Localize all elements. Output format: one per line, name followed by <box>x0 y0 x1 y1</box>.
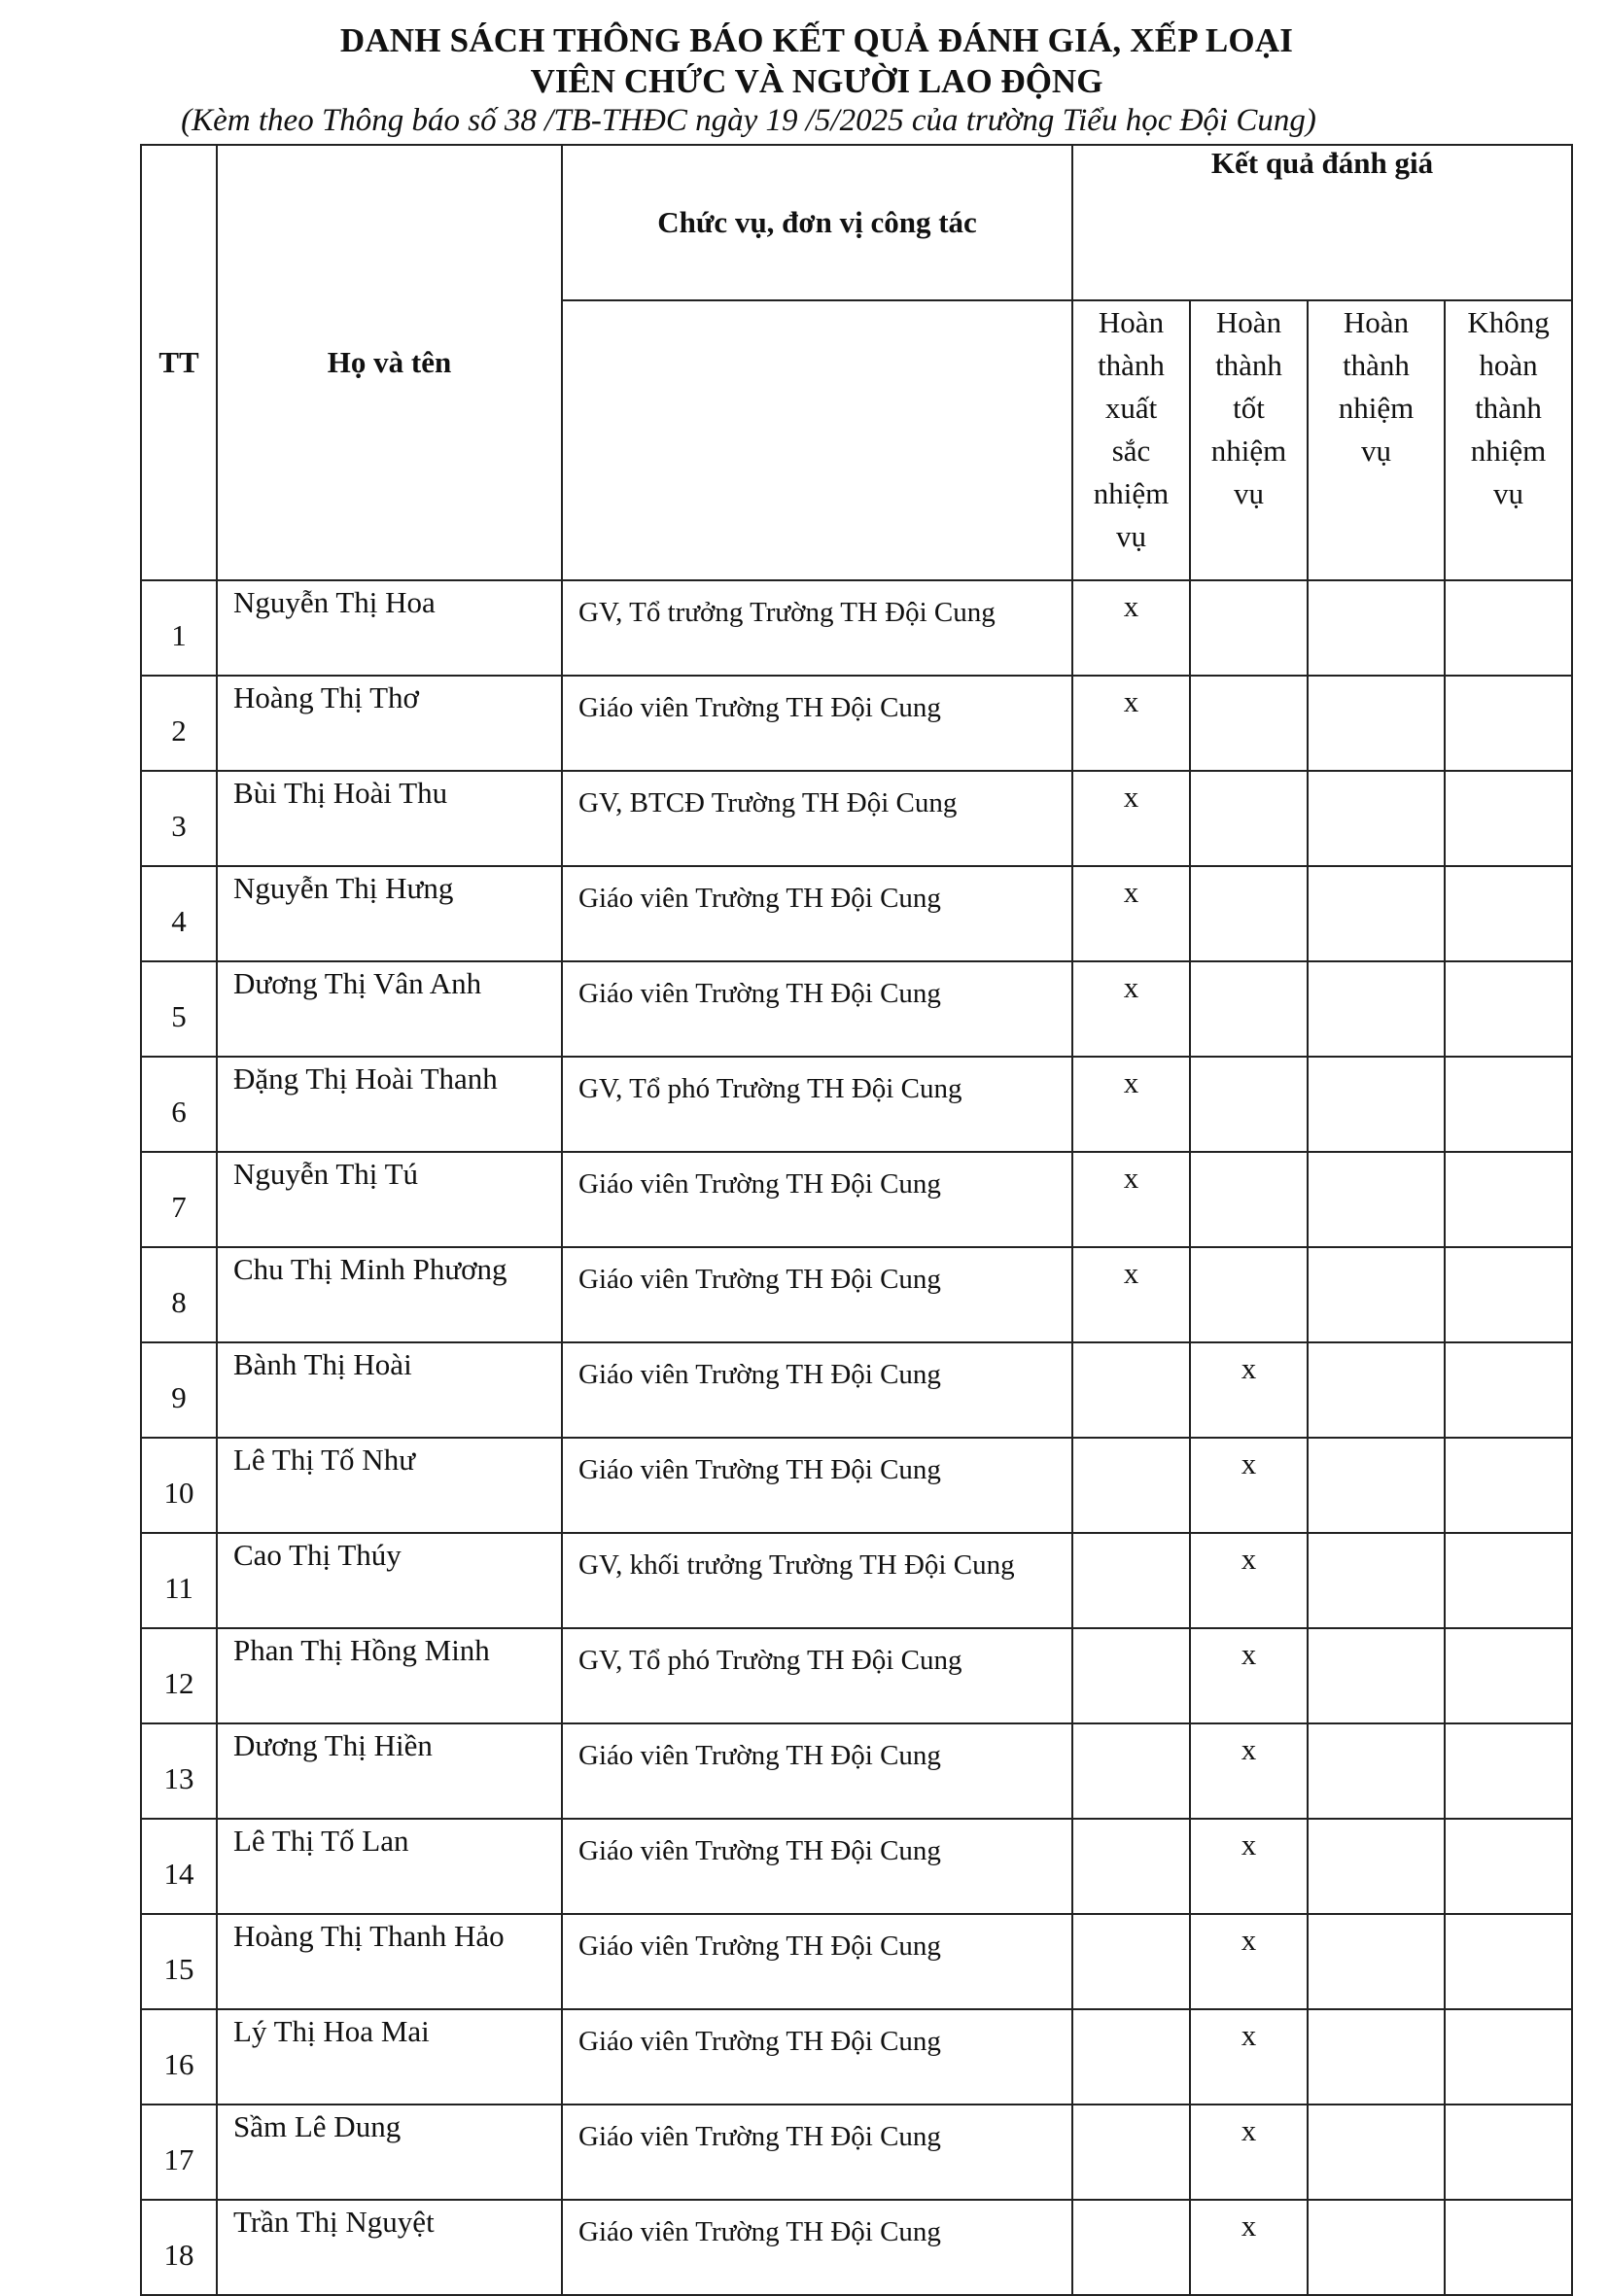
rating-cell <box>1445 2105 1572 2200</box>
employee-position: Giáo viên Trường TH Đội Cung <box>562 2009 1072 2105</box>
rating-cell <box>1190 1819 1308 1914</box>
employee-position: Giáo viên Trường TH Đội Cung <box>562 2105 1072 2200</box>
table-row <box>141 961 1572 1057</box>
employee-name: Lê Thị Tố Lan <box>217 1819 562 1914</box>
rating-cell <box>1190 580 1308 676</box>
employee-name: Trần Thị Nguyệt <box>217 2200 562 2295</box>
employee-position: Giáo viên Trường TH Đội Cung <box>562 676 1072 771</box>
rating-cell <box>1072 1819 1190 1914</box>
rating-cell <box>1308 1914 1445 2009</box>
column-header-good: Hoàn thành tốt nhiệm vụ <box>1190 300 1308 580</box>
rating-cell <box>1190 2105 1308 2200</box>
employee-name: Bành Thị Hoài <box>217 1342 562 1438</box>
table-row <box>141 1342 1572 1438</box>
row-number: 3 <box>141 771 217 866</box>
column-header-result: Kết quả đánh giá <box>1072 145 1572 300</box>
document-title-line-2: VIÊN CHỨC VÀ NGƯỜI LAO ĐỘNG <box>530 62 1103 100</box>
employee-position: Giáo viên Trường TH Đội Cung <box>562 866 1072 961</box>
row-number: 9 <box>141 1342 217 1438</box>
table-row <box>141 580 1572 676</box>
rating-cell <box>1308 1723 1445 1819</box>
row-number: 8 <box>141 1247 217 1342</box>
rating-mark: x <box>1123 970 1139 1004</box>
rating-cell <box>1308 1533 1445 1628</box>
table-row <box>141 1057 1572 1152</box>
employee-position: Giáo viên Trường TH Đội Cung <box>562 1152 1072 1247</box>
employee-position: GV, BTCĐ Trường TH Đội Cung <box>562 771 1072 866</box>
column-header-not-completed: Không hoàn thành nhiệm vụ <box>1445 300 1572 580</box>
rating-cell <box>1190 1533 1308 1628</box>
rating-cell <box>1072 580 1190 676</box>
rating-cell <box>1445 676 1572 771</box>
employee-name: Lê Thị Tố Như <box>217 1438 562 1533</box>
table-row <box>141 1723 1572 1819</box>
employee-name: Sầm Lê Dung <box>217 2105 562 2200</box>
rating-cell <box>1308 1342 1445 1438</box>
table-row <box>141 1914 1572 2009</box>
column-header-position-blank <box>562 300 1072 580</box>
row-number: 7 <box>141 1152 217 1247</box>
rating-cell <box>1445 961 1572 1057</box>
table-row <box>141 1533 1572 1628</box>
rating-cell <box>1190 771 1308 866</box>
table-row <box>141 1247 1572 1342</box>
table-row <box>141 1819 1572 1914</box>
rating-cell <box>1445 2009 1572 2105</box>
employee-name: Nguyễn Thị Hoa <box>217 580 562 676</box>
employee-position: GV, Tổ phó Trường TH Đội Cung <box>562 1628 1072 1723</box>
rating-mark: x <box>1123 1065 1139 1099</box>
rating-cell <box>1308 1819 1445 1914</box>
rating-cell <box>1445 1914 1572 2009</box>
column-header-position: Chức vụ, đơn vị công tác <box>562 145 1072 300</box>
rating-cell <box>1445 1628 1572 1723</box>
rating-mark: x <box>1123 875 1139 909</box>
rating-cell <box>1308 676 1445 771</box>
rating-mark: x <box>1123 1161 1139 1195</box>
rating-cell <box>1072 961 1190 1057</box>
rating-cell <box>1308 1057 1445 1152</box>
employee-position: Giáo viên Trường TH Đội Cung <box>562 1342 1072 1438</box>
rating-cell <box>1190 866 1308 961</box>
rating-cell <box>1445 1247 1572 1342</box>
employee-name: Đặng Thị Hoài Thanh <box>217 1057 562 1152</box>
employee-name: Phan Thị Hồng Minh <box>217 1628 562 1723</box>
employee-position: Giáo viên Trường TH Đội Cung <box>562 2200 1072 2295</box>
rating-cell <box>1445 1342 1572 1438</box>
rating-mark: x <box>1241 1923 1257 1957</box>
rating-cell <box>1072 1628 1190 1723</box>
rating-mark: x <box>1241 1351 1257 1385</box>
rating-mark: x <box>1241 1732 1257 1766</box>
rating-cell <box>1308 1152 1445 1247</box>
rating-cell <box>1072 866 1190 961</box>
table-row <box>141 676 1572 771</box>
rating-cell <box>1445 2200 1572 2295</box>
employee-position: Giáo viên Trường TH Đội Cung <box>562 1819 1072 1914</box>
rating-cell <box>1190 1723 1308 1819</box>
rating-cell <box>1190 1914 1308 2009</box>
employee-position: Giáo viên Trường TH Đội Cung <box>562 1247 1072 1342</box>
rating-cell <box>1072 1057 1190 1152</box>
rating-cell <box>1072 1342 1190 1438</box>
column-header-excellent: Hoàn thành xuất sắc nhiệm vụ <box>1072 300 1190 580</box>
rating-cell <box>1072 771 1190 866</box>
column-header-completed: Hoàn thành nhiệm vụ <box>1308 300 1445 580</box>
rating-mark: x <box>1123 589 1139 623</box>
employee-position: Giáo viên Trường TH Đội Cung <box>562 1914 1072 2009</box>
rating-cell <box>1072 1438 1190 1533</box>
rating-cell <box>1308 1628 1445 1723</box>
employee-name: Dương Thị Hiền <box>217 1723 562 1819</box>
rating-cell <box>1190 1152 1308 1247</box>
row-number: 6 <box>141 1057 217 1152</box>
row-number: 10 <box>141 1438 217 1533</box>
rating-cell <box>1445 1723 1572 1819</box>
rating-cell <box>1072 1533 1190 1628</box>
table-row <box>141 2105 1572 2200</box>
employee-position: Giáo viên Trường TH Đội Cung <box>562 1438 1072 1533</box>
rating-cell <box>1308 2105 1445 2200</box>
rating-cell <box>1445 1057 1572 1152</box>
rating-cell <box>1072 1914 1190 2009</box>
rating-cell <box>1072 1247 1190 1342</box>
row-number: 13 <box>141 1723 217 1819</box>
row-number: 11 <box>141 1533 217 1628</box>
employee-name: Cao Thị Thúy <box>217 1533 562 1628</box>
rating-mark: x <box>1241 2209 1257 2243</box>
table-body <box>141 580 1572 2295</box>
rating-cell <box>1072 1723 1190 1819</box>
rating-cell <box>1445 1438 1572 1533</box>
rating-cell <box>1190 676 1308 771</box>
rating-cell <box>1308 961 1445 1057</box>
rating-cell <box>1072 676 1190 771</box>
rating-cell <box>1308 580 1445 676</box>
employee-name: Nguyễn Thị Hưng <box>217 866 562 961</box>
rating-mark: x <box>1123 780 1139 814</box>
rating-cell <box>1190 2200 1308 2295</box>
rating-cell <box>1445 866 1572 961</box>
rating-cell <box>1190 1057 1308 1152</box>
employee-name: Bùi Thị Hoài Thu <box>217 771 562 866</box>
rating-cell <box>1308 1438 1445 1533</box>
rating-mark: x <box>1241 1542 1257 1576</box>
row-number: 12 <box>141 1628 217 1723</box>
rating-cell <box>1190 1628 1308 1723</box>
rating-mark: x <box>1123 1256 1139 1290</box>
table-row <box>141 1438 1572 1533</box>
rating-cell <box>1308 2200 1445 2295</box>
row-number: 14 <box>141 1819 217 1914</box>
row-number: 18 <box>141 2200 217 2295</box>
row-number: 5 <box>141 961 217 1057</box>
employee-position: Giáo viên Trường TH Đội Cung <box>562 961 1072 1057</box>
rating-cell <box>1308 771 1445 866</box>
employee-name: Dương Thị Vân Anh <box>217 961 562 1057</box>
table-row <box>141 1628 1572 1723</box>
rating-mark: x <box>1241 2113 1257 2147</box>
rating-cell <box>1445 580 1572 676</box>
rating-cell <box>1072 2200 1190 2295</box>
row-number: 16 <box>141 2009 217 2105</box>
rating-mark: x <box>1123 684 1139 718</box>
document-title-line-1: DANH SÁCH THÔNG BÁO KẾT QUẢ ĐÁNH GIÁ, XẾP LOẠI <box>339 21 1294 59</box>
rating-cell <box>1072 2009 1190 2105</box>
rating-mark: x <box>1241 2018 1257 2052</box>
rating-cell <box>1072 2105 1190 2200</box>
employee-position: GV, Tổ trưởng Trường TH Đội Cung <box>562 580 1072 676</box>
rating-cell <box>1445 771 1572 866</box>
rating-cell <box>1445 1533 1572 1628</box>
table-row <box>141 2009 1572 2105</box>
rating-cell <box>1190 1342 1308 1438</box>
rating-mark: x <box>1241 1446 1257 1480</box>
rating-mark: x <box>1241 1637 1257 1671</box>
table-row <box>141 1152 1572 1247</box>
evaluation-table <box>140 144 1573 2296</box>
rating-cell <box>1190 961 1308 1057</box>
employee-name: Chu Thị Minh Phương <box>217 1247 562 1342</box>
column-header-name: Họ và tên <box>217 145 562 580</box>
rating-cell <box>1445 1819 1572 1914</box>
document-subtitle: (Kèm theo Thông báo số 38 /TB-THĐC ngày 19 /5/2025 của trường Tiểu học Đội Cung) <box>181 103 1316 138</box>
rating-cell <box>1190 1438 1308 1533</box>
row-number: 4 <box>141 866 217 961</box>
rating-cell <box>1308 866 1445 961</box>
rating-cell <box>1072 1152 1190 1247</box>
table-row <box>141 866 1572 961</box>
rating-cell <box>1308 1247 1445 1342</box>
employee-name: Nguyễn Thị Tú <box>217 1152 562 1247</box>
row-number: 15 <box>141 1914 217 2009</box>
table-row <box>141 771 1572 866</box>
rating-mark: x <box>1241 1827 1257 1861</box>
row-number: 1 <box>141 580 217 676</box>
employee-position: Giáo viên Trường TH Đội Cung <box>562 1723 1072 1819</box>
rating-cell <box>1190 2009 1308 2105</box>
employee-position: GV, khối trưởng Trường TH Đội Cung <box>562 1533 1072 1628</box>
employee-name: Hoàng Thị Thanh Hảo <box>217 1914 562 2009</box>
employee-name: Hoàng Thị Thơ <box>217 676 562 771</box>
rating-cell <box>1190 1247 1308 1342</box>
employee-name: Lý Thị Hoa Mai <box>217 2009 562 2105</box>
employee-position: GV, Tổ phó Trường TH Đội Cung <box>562 1057 1072 1152</box>
rating-cell <box>1445 1152 1572 1247</box>
row-number: 17 <box>141 2105 217 2200</box>
column-header-tt: TT <box>141 145 217 580</box>
table-row <box>141 2200 1572 2295</box>
rating-cell <box>1308 2009 1445 2105</box>
row-number: 2 <box>141 676 217 771</box>
